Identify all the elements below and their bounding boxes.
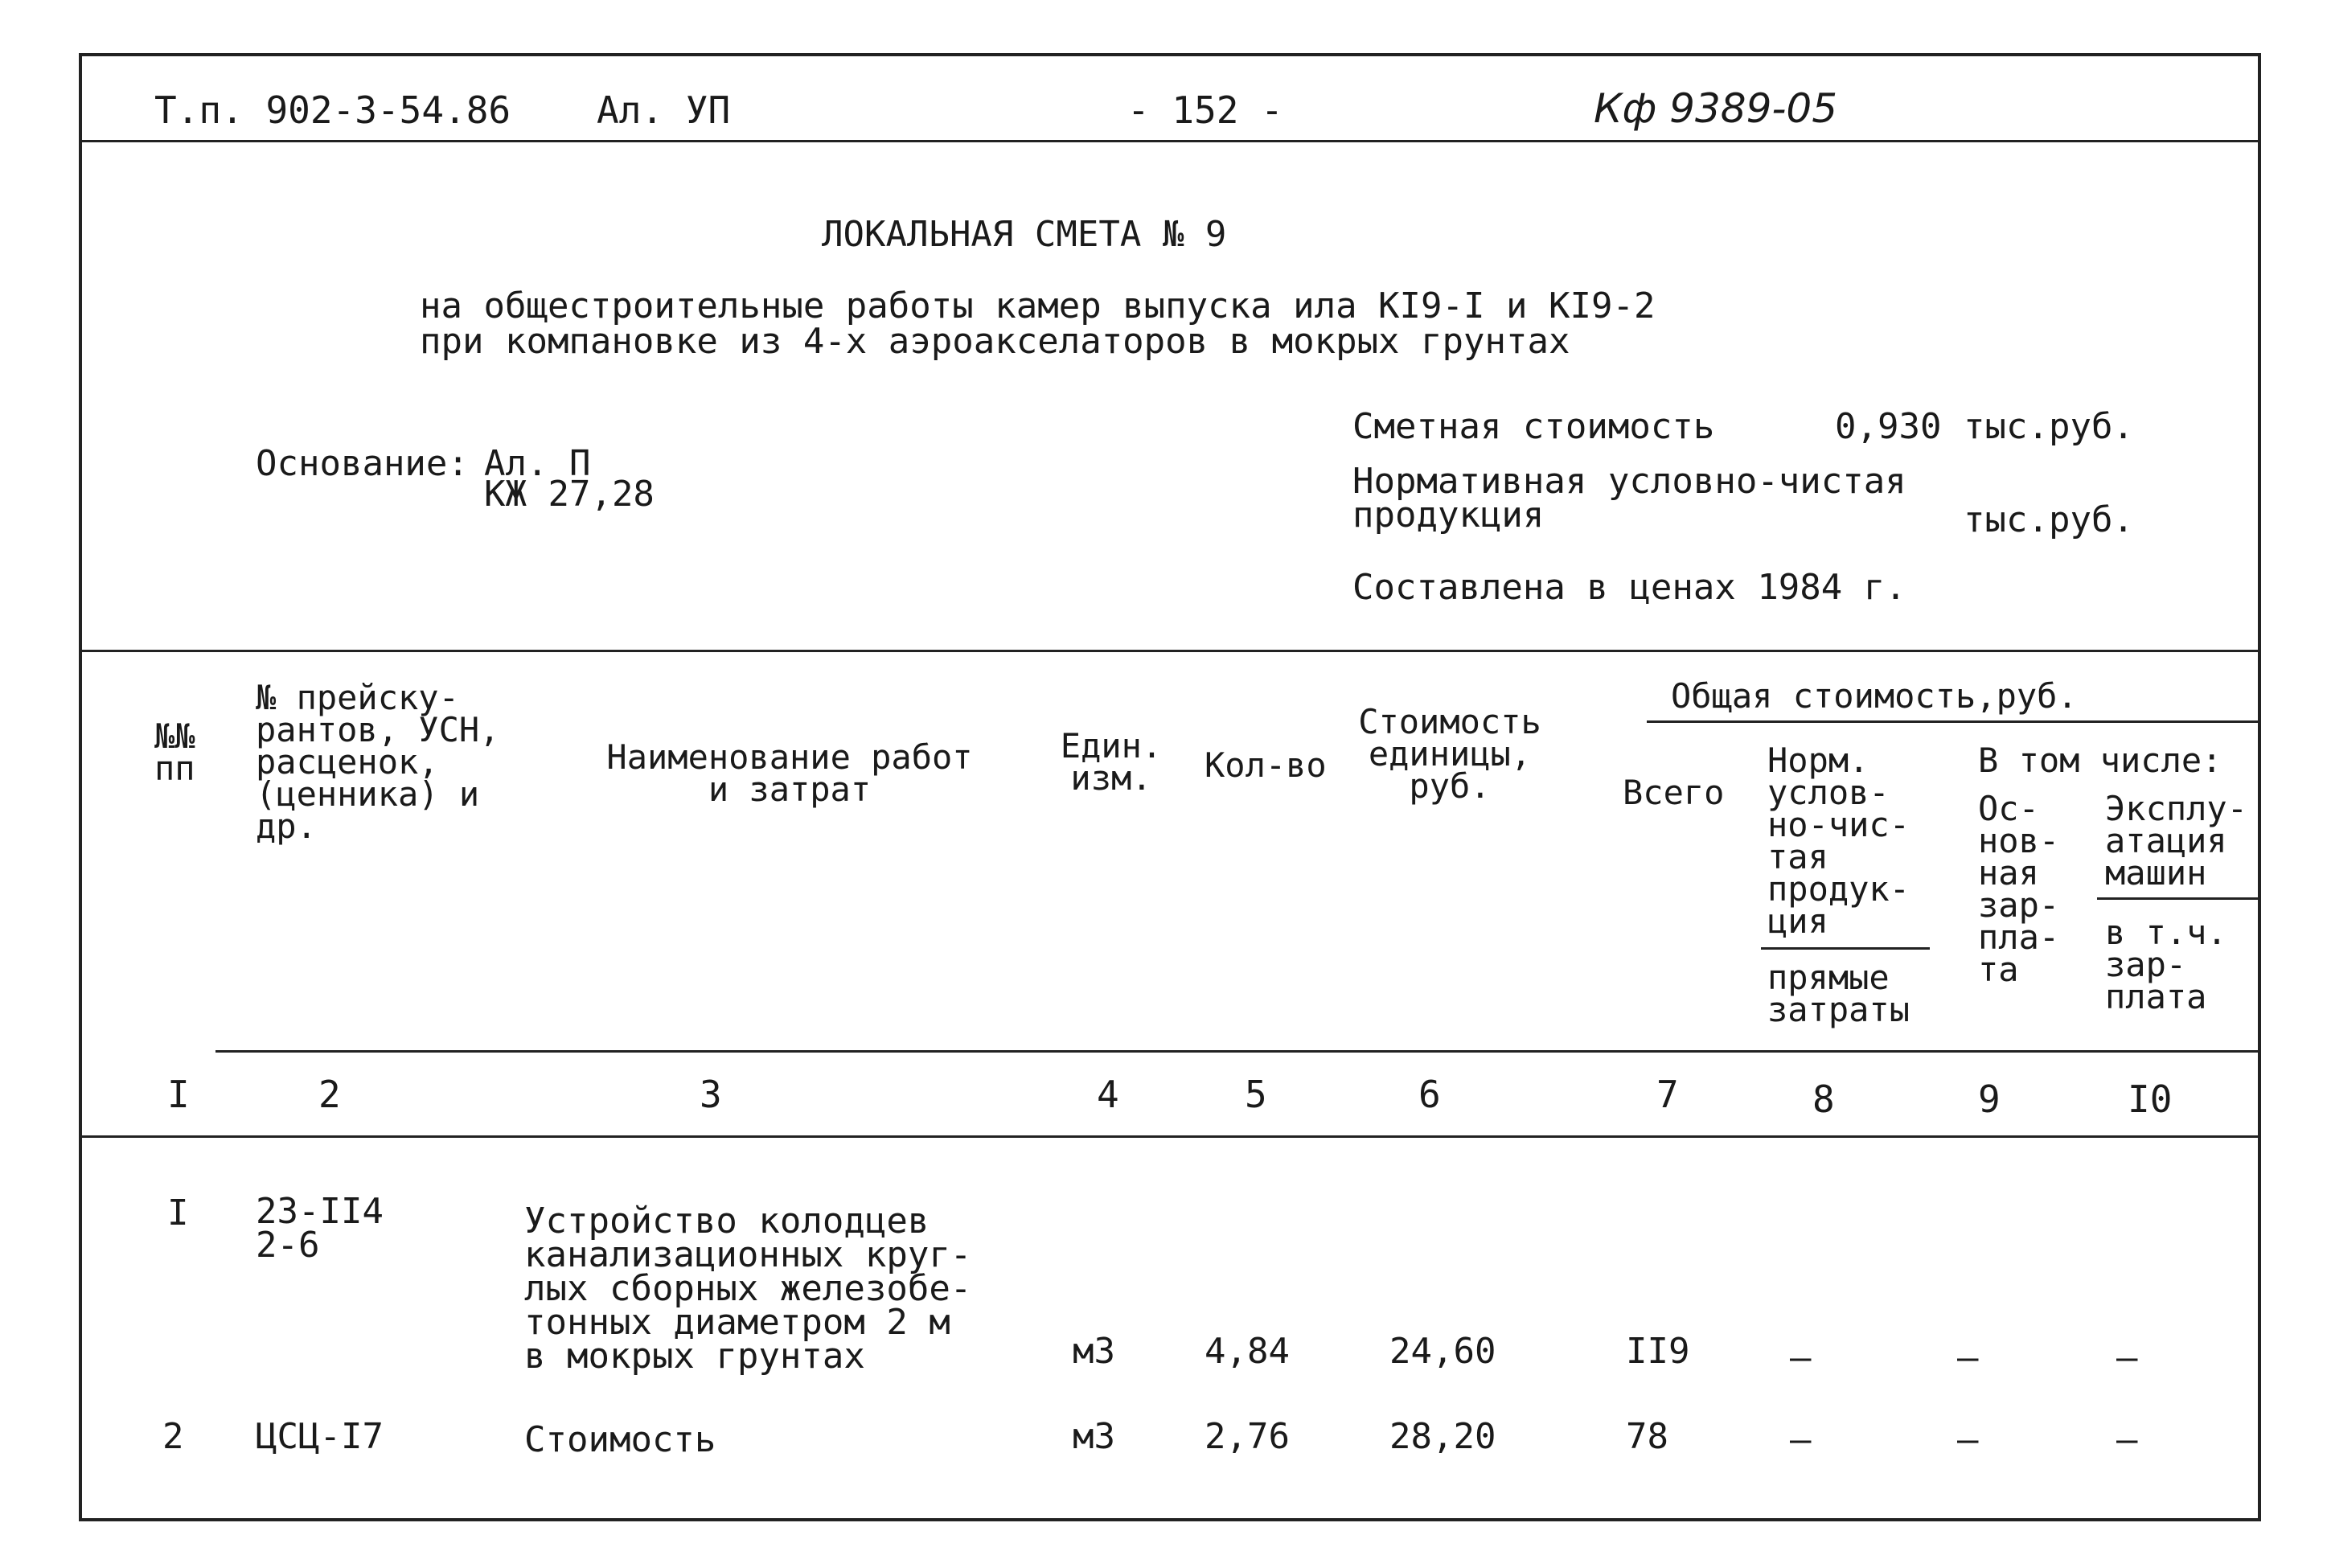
row-1-col-10: – xyxy=(2116,1337,2138,1378)
row-2-unit-cost: 28,20 xyxy=(1389,1416,1496,1457)
col-number-3: 3 xyxy=(700,1073,722,1116)
header-col-5: Кол-во xyxy=(1205,745,1327,785)
col-number-9: 9 xyxy=(1978,1077,2001,1121)
prices-note: Составлена в ценах 1984 г. xyxy=(1352,567,1906,608)
row-2-code: ЦСЦ-I7 xyxy=(256,1416,384,1457)
header-incl-group: В том числе: xyxy=(1978,741,2222,780)
col-number-2: 2 xyxy=(318,1073,341,1116)
estimated-cost-label: Сметная стоимость xyxy=(1352,406,1715,447)
album-label: Ал. УП xyxy=(597,88,731,132)
header-total-group: Общая стоимость,руб. xyxy=(1671,676,2078,716)
row-2-no: 2 xyxy=(162,1416,184,1457)
normative-label-line-2: продукция xyxy=(1352,495,1545,536)
estimated-cost-value: 0,930 xyxy=(1835,406,1942,447)
page-number: - 152 - xyxy=(1127,88,1283,132)
row-1-no: I xyxy=(167,1192,189,1233)
header-col-3: Наименование работ и затрат xyxy=(606,737,973,809)
col-number-5: 5 xyxy=(1245,1073,1267,1116)
row-2-unit: м3 xyxy=(1073,1416,1115,1457)
row-1-unit: м3 xyxy=(1073,1331,1115,1372)
header-bottom-rule xyxy=(215,1050,2258,1053)
header-col-10-bottom: в т.ч. зар- плата xyxy=(2105,913,2227,1016)
header-col-10-top: Эксплу- атация машин xyxy=(2105,789,2248,893)
col-number-7: 7 xyxy=(1656,1073,1679,1116)
basis-line-1: Ал. П xyxy=(484,443,591,484)
row-2-qty: 2,76 xyxy=(1205,1416,1290,1457)
col-10-split-rule xyxy=(2097,897,2258,900)
header-col-8-bottom: прямые затраты xyxy=(1767,958,1910,1029)
table-top-rule xyxy=(82,650,2258,652)
row-1-col-9: – xyxy=(1957,1337,1979,1378)
row-1-total: II9 xyxy=(1626,1331,1690,1372)
row-2-name: Стоимость xyxy=(524,1419,716,1460)
row-2-col-8: – xyxy=(1790,1419,1812,1460)
estimated-cost-unit: тыс.руб. xyxy=(1964,406,2134,447)
col-number-4: 4 xyxy=(1097,1073,1119,1116)
subtitle-line-2: при компановке из 4-х аэроакселаторов в мокрых грунтах xyxy=(420,321,1570,362)
row-1-qty: 4,84 xyxy=(1205,1331,1290,1372)
header-divider xyxy=(82,140,2258,142)
project-code: Т.п. 902-3-54.86 xyxy=(154,88,511,132)
row-2-col-9: – xyxy=(1957,1419,1979,1460)
normative-unit: тыс.руб. xyxy=(1964,499,2134,540)
header-col-8-top: Норм. услов- но-чис- тая продук- ция xyxy=(1767,741,1910,941)
row-1-name: Устройство колодцев канализационных круг- лых сборных железобе- тонных диаметром 2 м в мокрых грунтах xyxy=(524,1201,972,1377)
column-numbers-rule xyxy=(82,1135,2258,1138)
stamp-code: Кф 9389-05 xyxy=(1594,85,1838,132)
header-col-7: Всего xyxy=(1623,773,1725,812)
header-col-1: №№ пп xyxy=(154,716,195,788)
col-number-6: 6 xyxy=(1418,1073,1441,1116)
header-col-6: Стоимость единицы, руб. xyxy=(1358,702,1541,806)
header-col-9: Ос- нов- ная зар- пла- та xyxy=(1978,789,2060,989)
row-1-unit-cost: 24,60 xyxy=(1389,1331,1496,1372)
total-group-rule xyxy=(1647,720,2258,723)
row-2-col-10: – xyxy=(2116,1419,2138,1460)
document-title: ЛОКАЛЬНАЯ СМЕТА № 9 xyxy=(822,214,1227,255)
document-sheet xyxy=(79,53,2261,1521)
row-2-total: 78 xyxy=(1626,1416,1668,1457)
col-8-split-rule xyxy=(1761,947,1930,950)
col-number-10: I0 xyxy=(2128,1077,2173,1121)
basis-line-2: КЖ 27,28 xyxy=(484,474,655,515)
basis-label: Основание: xyxy=(256,443,469,484)
row-1-code: 23-II4 2-6 xyxy=(256,1191,384,1266)
header-col-4: Един. изм. xyxy=(1060,726,1163,798)
normative-label-line-1: Нормативная условно-чистая xyxy=(1352,461,1906,502)
subtitle-line-1: на общестроительные работы камер выпуска ила КI9-I и КI9-2 xyxy=(420,285,1656,326)
col-number-1: I xyxy=(167,1073,190,1116)
col-number-8: 8 xyxy=(1812,1077,1835,1121)
row-1-col-8: – xyxy=(1790,1337,1812,1378)
header-col-2: № прейску- рантов, УСН, расценок, (ценника) и др. xyxy=(256,678,500,846)
